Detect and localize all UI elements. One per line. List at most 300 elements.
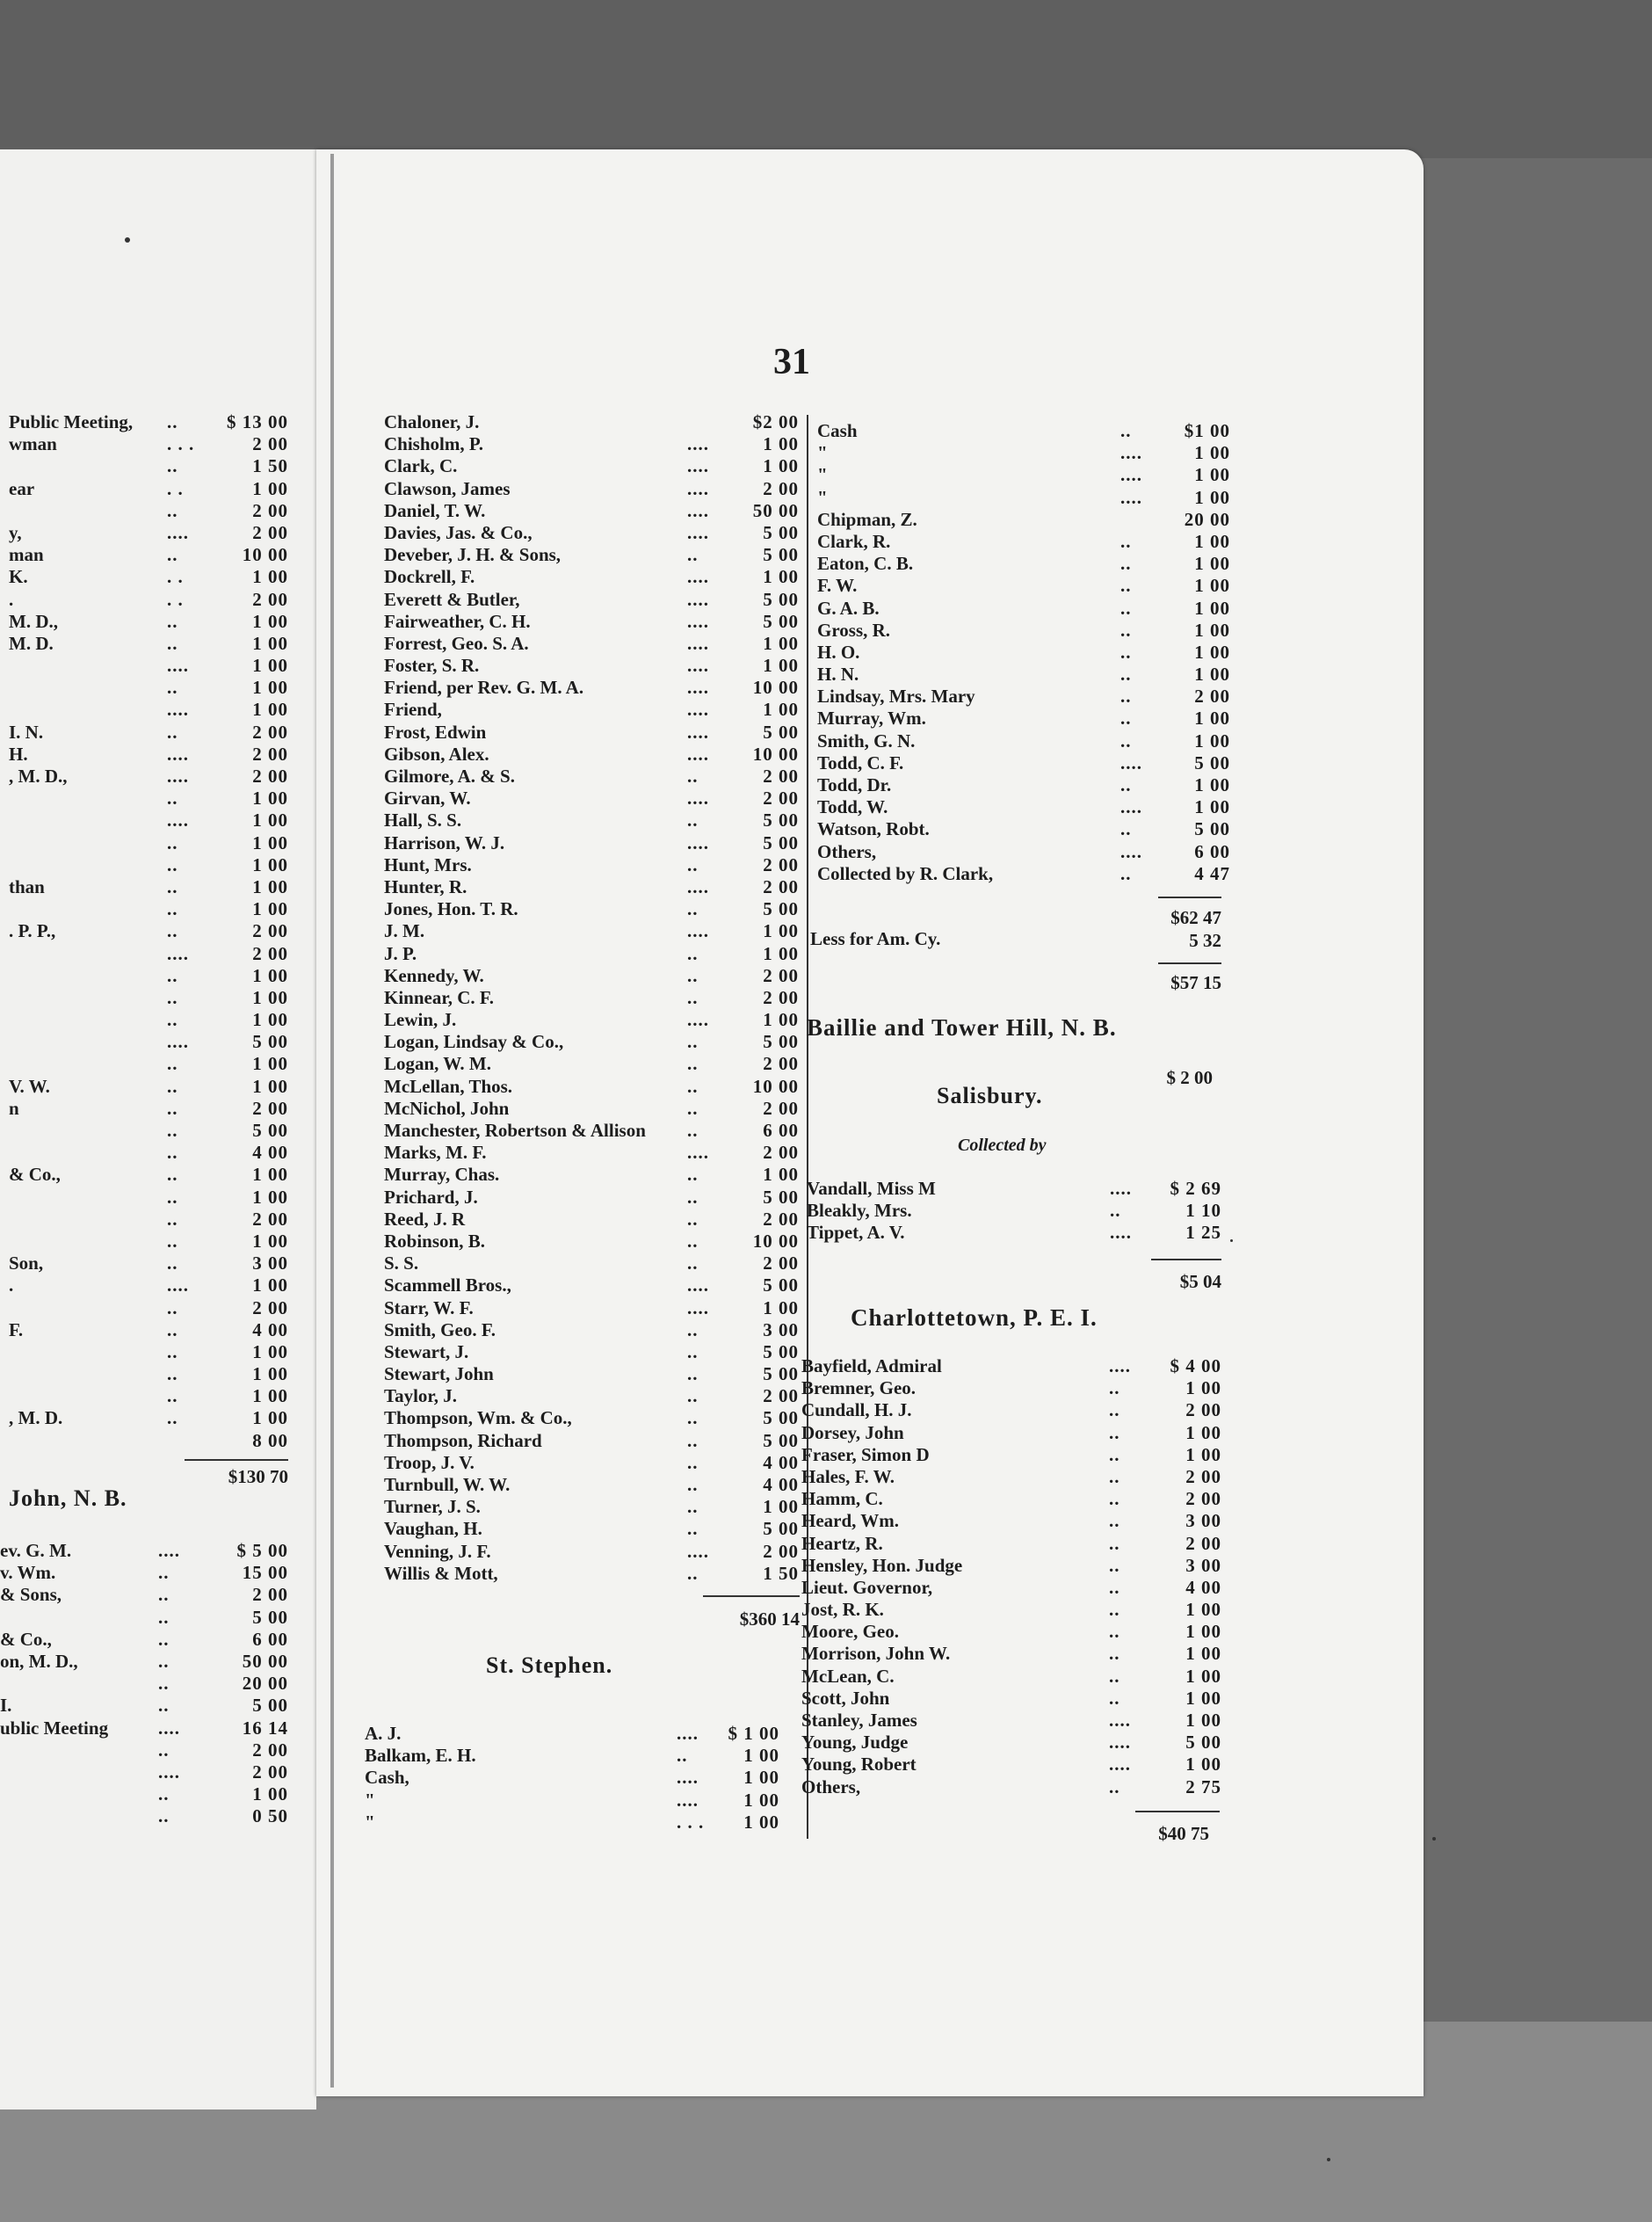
leader-dots: .. (158, 1584, 170, 1606)
donor-name: Tippet, A. V. (807, 1222, 905, 1244)
leader-dots: .. (1120, 664, 1132, 686)
donation-row (9, 1297, 288, 1319)
donation-amount: 1 00 (763, 1164, 799, 1186)
donation-amount: 5 00 (763, 1186, 799, 1208)
donation-amount: 2 00 (252, 499, 288, 521)
donation-row (384, 788, 799, 810)
donor-name: Heartz, R. (801, 1532, 883, 1554)
donation-row (807, 1200, 1221, 1222)
donation-amount: 1 00 (763, 566, 799, 588)
donation-amount: 2 00 (252, 942, 288, 964)
leader-dots: .... (158, 1761, 180, 1783)
donation-row (9, 788, 288, 810)
donation-row (801, 1666, 1221, 1688)
heading-st-stephen: St. Stephen. (486, 1652, 613, 1678)
left-fragment-list-2 (0, 1540, 288, 1827)
donation-amount: 1 00 (763, 1496, 799, 1518)
donor-name: wman (9, 433, 57, 455)
leader-dots: .. (1120, 818, 1132, 840)
donor-name: Watson, Robt. (817, 818, 930, 840)
donation-row (384, 478, 799, 500)
donation-row (817, 752, 1230, 774)
donation-row (9, 1120, 288, 1142)
donation-row (384, 1297, 799, 1319)
donor-name: Gross, R. (817, 619, 891, 641)
donation-row (384, 920, 799, 942)
donation-amount: 1 00 (1194, 641, 1230, 663)
donation-row (801, 1577, 1221, 1599)
donation-amount: 2 00 (1194, 686, 1230, 708)
leader-dots: .. (167, 1253, 178, 1274)
donor-name: Cash, (365, 1767, 409, 1789)
donation-amount: 1 00 (1194, 730, 1230, 752)
donor-name: Bremner, Geo. (801, 1377, 917, 1399)
leader-dots: .... (687, 455, 709, 477)
leader-dots: .... (1110, 1222, 1132, 1244)
donation-row (9, 876, 288, 898)
donation-row (801, 1555, 1221, 1577)
donation-row (0, 1717, 288, 1739)
donation-amount: 2 00 (763, 788, 799, 810)
donation-row (9, 677, 288, 699)
donor-name: . P. P., (9, 920, 56, 942)
leader-dots: .. (687, 942, 699, 964)
donation-amount: 2 00 (763, 1253, 799, 1274)
donation-row (9, 744, 288, 766)
donor-name: Young, Robert (801, 1754, 917, 1775)
donation-amount: 1 00 (252, 566, 288, 588)
donation-row (817, 442, 1230, 464)
leader-dots: .. (687, 1164, 699, 1186)
donation-amount: 4 00 (1185, 1576, 1221, 1598)
donation-amount: 5 00 (252, 1031, 288, 1053)
donation-row (9, 544, 288, 566)
donation-row (9, 478, 288, 500)
donation-row (817, 863, 1230, 885)
donation-row (801, 1488, 1221, 1510)
donor-name: than (9, 875, 45, 897)
column-two-net: $57 15 (1170, 972, 1221, 993)
donation-amount: 1 00 (252, 831, 288, 853)
leader-dots: .... (1120, 442, 1142, 464)
donation-row (801, 1422, 1221, 1444)
leader-dots: .... (687, 743, 709, 765)
donation-row (9, 1385, 288, 1407)
leader-dots: .... (1120, 486, 1142, 508)
donation-row (365, 1745, 779, 1767)
donation-amount: 1 00 (763, 1009, 799, 1031)
donation-row (384, 965, 799, 987)
donor-name: Eaton, C. B. (817, 553, 914, 575)
leader-dots: .... (687, 875, 709, 897)
leader-dots: .... (687, 521, 709, 543)
donation-amount: 1 00 (252, 986, 288, 1008)
leader-dots: .. (1109, 1576, 1120, 1598)
leader-dots: .... (1120, 840, 1142, 862)
donation-amount: 5 00 (763, 1363, 799, 1385)
donation-row (9, 1363, 288, 1385)
donation-row (384, 1209, 799, 1231)
donor-name: " (365, 1811, 375, 1833)
leader-dots: .. (167, 1142, 178, 1164)
donation-row (9, 1253, 288, 1274)
donor-name: Thompson, Wm. & Co., (384, 1407, 572, 1429)
donor-name: H. O. (817, 641, 860, 663)
donation-row (384, 898, 799, 920)
donation-amount: 2 00 (1185, 1532, 1221, 1554)
donation-amount: 1 00 (743, 1745, 779, 1767)
donation-amount: 2 00 (252, 1761, 288, 1783)
leader-dots: .. (687, 964, 699, 986)
leader-dots: .. (1109, 1510, 1120, 1532)
donation-row (384, 744, 799, 766)
leader-dots: .... (167, 942, 189, 964)
left-total: $130 70 (228, 1466, 288, 1487)
donation-row (0, 1805, 288, 1827)
donation-amount: 2 00 (252, 766, 288, 787)
donation-amount: 1 00 (252, 810, 288, 831)
donor-name: Gilmore, A. & S. (384, 766, 515, 787)
donation-row (9, 566, 288, 588)
donation-row (384, 1474, 799, 1496)
donation-amount: 1 00 (252, 677, 288, 699)
leader-dots: .. (687, 810, 699, 831)
donor-name: Hensley, Hon. Judge (801, 1554, 963, 1576)
leader-dots: .. (158, 1628, 170, 1650)
scan-speck (1230, 1239, 1233, 1242)
donor-name: Girvan, W. (384, 788, 471, 810)
donor-name: Prichard, J. (384, 1186, 478, 1208)
donor-name: Logan, Lindsay & Co., (384, 1031, 564, 1053)
donation-row (9, 1274, 288, 1296)
donation-row (0, 1607, 288, 1629)
donor-name: man (9, 544, 44, 566)
leader-dots: .. (1109, 1665, 1120, 1687)
donor-name: Kinnear, C. F. (384, 986, 495, 1008)
donation-row (807, 1178, 1221, 1200)
donation-amount: 10 00 (752, 1075, 799, 1097)
leader-dots: . . (167, 566, 184, 588)
donor-name: Jost, R. K. (801, 1599, 884, 1621)
leader-dots: .... (167, 655, 189, 677)
leader-dots: .. (687, 1496, 699, 1518)
donation-row (384, 1341, 799, 1363)
donor-name: Everett & Butler, (384, 588, 520, 610)
donor-name: Morrison, John W. (801, 1643, 951, 1665)
donor-name: Willis & Mott, (384, 1562, 498, 1584)
leader-dots: .. (167, 411, 178, 432)
leader-dots: .. (167, 1097, 178, 1119)
donation-row (9, 832, 288, 854)
scan-speck (125, 237, 130, 243)
donor-name: Kennedy, W. (384, 964, 484, 986)
leader-dots: .. (1109, 1643, 1120, 1665)
donor-name: & Sons, (0, 1584, 62, 1606)
donor-name: " (817, 486, 828, 508)
donation-amount: 6 00 (763, 1120, 799, 1141)
donation-amount: 4 00 (763, 1451, 799, 1473)
donation-amount: 2 00 (252, 433, 288, 455)
donation-row (365, 1723, 779, 1745)
donation-row (817, 575, 1230, 597)
donation-row (9, 920, 288, 942)
donation-row (801, 1444, 1221, 1466)
leader-dots: . . . (167, 433, 195, 455)
donation-amount: 1 00 (743, 1767, 779, 1789)
leader-dots: .. (167, 1164, 178, 1186)
donor-name: Stewart, John (384, 1363, 494, 1385)
leader-dots: .... (687, 1142, 709, 1164)
donation-amount: 3 00 (1185, 1554, 1221, 1576)
donor-name: Vandall, Miss M (807, 1178, 936, 1199)
donation-row (9, 611, 288, 633)
leader-dots: .. (167, 1186, 178, 1208)
donation-amount: 5 00 (763, 721, 799, 743)
donation-row (384, 1076, 799, 1098)
donation-row (9, 589, 288, 611)
leader-dots: .. (1120, 708, 1132, 730)
leader-dots: . . (167, 588, 184, 610)
donation-row (0, 1673, 288, 1695)
donation-amount: 2 00 (252, 1296, 288, 1318)
donor-name: Young, Judge (801, 1732, 909, 1754)
donor-name: Vaughan, H. (384, 1518, 482, 1540)
donation-row (384, 655, 799, 677)
donation-amount: 2 00 (763, 986, 799, 1008)
donor-name: Robinson, B. (384, 1230, 485, 1252)
donation-row (9, 1407, 288, 1429)
donation-row (9, 500, 288, 522)
donation-amount: 1 00 (252, 964, 288, 986)
leader-dots: .. (687, 986, 699, 1008)
leader-dots: .... (687, 566, 709, 588)
leader-dots: .... (687, 1274, 709, 1296)
donation-row (801, 1377, 1221, 1399)
donor-name: Bleakly, Mrs. (807, 1200, 912, 1222)
donation-amount: 2 00 (763, 1053, 799, 1075)
leader-dots: .. (687, 1474, 699, 1495)
donation-row (817, 686, 1230, 708)
donor-name: Hall, S. S. (384, 810, 462, 831)
donor-name: Todd, W. (817, 796, 888, 818)
donation-row (384, 1385, 799, 1407)
donor-name: Gibson, Alex. (384, 743, 489, 765)
heading-charlottetown: Charlottetown, P. E. I. (851, 1304, 1098, 1331)
donation-row (384, 1563, 799, 1585)
heading-salisbury: Salisbury. (937, 1083, 1043, 1108)
donor-name: Public Meeting, (9, 411, 134, 432)
donation-amount: 5 00 (763, 810, 799, 831)
heading-baillie: Baillie and Tower Hill, N. B. (807, 1014, 1117, 1041)
donation-amount: 1 00 (763, 632, 799, 654)
donation-amount: 1 00 (252, 1053, 288, 1075)
donation-amount: 5 00 (763, 521, 799, 543)
leader-dots: .. (167, 632, 178, 654)
donation-amount: 10 00 (752, 743, 799, 765)
leader-dots: .. (1120, 575, 1132, 597)
donor-name: n (9, 1097, 19, 1119)
leader-dots: .... (167, 1031, 189, 1053)
leader-dots: .. (167, 1296, 178, 1318)
donation-row (0, 1783, 288, 1805)
leader-dots: .. (1110, 1200, 1121, 1222)
donation-amount: 1 25 (1185, 1222, 1221, 1244)
donation-amount: 2 00 (763, 1208, 799, 1230)
leader-dots: .. (1109, 1377, 1120, 1399)
donation-amount: 1 00 (763, 655, 799, 677)
donation-row (384, 987, 799, 1009)
donor-name: Turner, J. S. (384, 1496, 481, 1518)
donor-name: Logan, W. M. (384, 1053, 491, 1075)
donation-row (801, 1710, 1221, 1732)
donation-amount: 3 00 (252, 1253, 288, 1274)
leader-dots: .. (1109, 1488, 1120, 1510)
leader-dots: .. (1120, 730, 1132, 752)
donation-amount: $2 00 (752, 411, 799, 432)
donor-name: Son, (9, 1253, 44, 1274)
leader-dots: .. (677, 1745, 688, 1767)
donor-name: Bayfield, Admiral (801, 1355, 942, 1376)
donor-name: Scott, John (801, 1687, 890, 1709)
donor-name: Manchester, Robertson & Allison (384, 1120, 646, 1141)
donation-amount: 5 00 (763, 1429, 799, 1451)
donation-amount: 2 00 (1185, 1488, 1221, 1510)
leader-dots: .. (167, 853, 178, 875)
leader-dots: .... (677, 1789, 699, 1811)
donor-name: Friend, per Rev. G. M. A. (384, 677, 584, 699)
donor-name: Fairweather, C. H. (384, 610, 531, 632)
donation-amount: 1 00 (252, 632, 288, 654)
leader-dots: .. (167, 1340, 178, 1362)
donation-amount: 1 00 (252, 610, 288, 632)
leader-dots: .. (687, 1429, 699, 1451)
donation-amount: 1 00 (763, 1296, 799, 1318)
leader-dots: .. (158, 1739, 170, 1761)
donation-amount: $ 13 00 (227, 411, 288, 432)
donation-row (9, 655, 288, 677)
salisbury-list (807, 1178, 1221, 1245)
donation-amount: 3 00 (763, 1318, 799, 1340)
donation-row (801, 1599, 1221, 1621)
donor-name: Chipman, Z. (817, 508, 917, 530)
donation-row (384, 1319, 799, 1341)
donation-row (384, 876, 799, 898)
donation-row (0, 1739, 288, 1761)
donation-amount: 1 00 (1194, 597, 1230, 619)
donation-row (384, 633, 799, 655)
donation-amount: 1 00 (743, 1789, 779, 1811)
leader-dots: .. (687, 1097, 699, 1119)
donor-name: Foster, S. R. (384, 655, 480, 677)
donation-row (384, 433, 799, 455)
leader-dots: .. (1120, 774, 1132, 795)
donation-amount: 1 00 (763, 942, 799, 964)
leader-dots: .. (687, 898, 699, 920)
donation-amount: 1 00 (1194, 664, 1230, 686)
donation-row (9, 965, 288, 987)
leader-dots: .... (687, 788, 709, 810)
leader-dots: .. (167, 677, 178, 699)
leader-dots: .... (1120, 752, 1142, 773)
leader-dots: .... (677, 1767, 699, 1789)
leader-dots: .. (167, 1053, 178, 1075)
scan-speck (1432, 1837, 1436, 1841)
donor-name: . (9, 1274, 14, 1296)
donation-amount: 2 00 (763, 1097, 799, 1119)
donor-name: Taylor, J. (384, 1385, 458, 1407)
donor-name: Fraser, Simon D (801, 1443, 930, 1465)
donation-amount: 1 00 (1194, 619, 1230, 641)
donor-name: Others, (801, 1775, 861, 1797)
donor-name: Todd, C. F. (817, 752, 904, 773)
donation-row (801, 1688, 1221, 1710)
donor-name: Murray, Wm. (817, 708, 926, 730)
donor-name: Hales, F. W. (801, 1465, 895, 1487)
leader-dots: .... (687, 920, 709, 942)
leader-dots: .. (1109, 1621, 1120, 1643)
donation-row (9, 1053, 288, 1075)
donation-amount: 2 00 (763, 1385, 799, 1407)
leader-dots: .. (1109, 1554, 1120, 1576)
leader-dots: .. (687, 1230, 699, 1252)
donation-row (384, 1518, 799, 1540)
leader-dots: .. (1120, 530, 1132, 552)
donation-amount: 2 00 (252, 1097, 288, 1119)
leader-dots: .... (687, 1296, 709, 1318)
leader-dots: .. (167, 544, 178, 566)
donation-row (384, 522, 799, 544)
donation-amount: 1 00 (1185, 1754, 1221, 1775)
donation-amount: 1 00 (252, 699, 288, 721)
leader-dots: .. (158, 1650, 170, 1672)
donation-amount: 1 00 (1185, 1710, 1221, 1731)
leader-dots: .... (1109, 1754, 1131, 1775)
donation-row (9, 1187, 288, 1209)
donation-amount: 5 00 (763, 1407, 799, 1429)
donation-row (384, 1496, 799, 1518)
donation-row (0, 1761, 288, 1783)
donation-row (9, 411, 288, 433)
donor-name: Scammell Bros., (384, 1274, 511, 1296)
leader-dots: .. (158, 1783, 170, 1805)
donation-amount: 2 00 (252, 743, 288, 765)
donation-row (0, 1629, 288, 1651)
donation-row (365, 1790, 779, 1812)
donation-amount: 2 75 (1185, 1775, 1221, 1797)
donation-row (817, 642, 1230, 664)
donation-amount: 1 00 (252, 1186, 288, 1208)
donation-amount: 1 00 (1185, 1687, 1221, 1709)
donor-name: Smith, G. N. (817, 730, 916, 752)
donation-row (0, 1562, 288, 1584)
donation-amount: 1 00 (252, 1075, 288, 1097)
donor-name: Dorsey, John (801, 1421, 904, 1443)
donation-row (384, 411, 799, 433)
donor-name: G. A. B. (817, 597, 880, 619)
leader-dots: .. (167, 721, 178, 743)
donation-row (817, 531, 1230, 553)
donation-row (9, 1031, 288, 1053)
leader-dots: .. (167, 499, 178, 521)
donation-amount: 2 00 (763, 1540, 799, 1562)
leader-dots: .... (687, 477, 709, 499)
donation-amount: 1 00 (252, 788, 288, 810)
donor-name: Deveber, J. H. & Sons, (384, 544, 562, 566)
leader-dots: .. (167, 788, 178, 810)
leader-dots: .. (167, 1075, 178, 1097)
baillie-amount: $ 2 00 (1166, 1067, 1213, 1088)
leader-dots: .. (167, 610, 178, 632)
